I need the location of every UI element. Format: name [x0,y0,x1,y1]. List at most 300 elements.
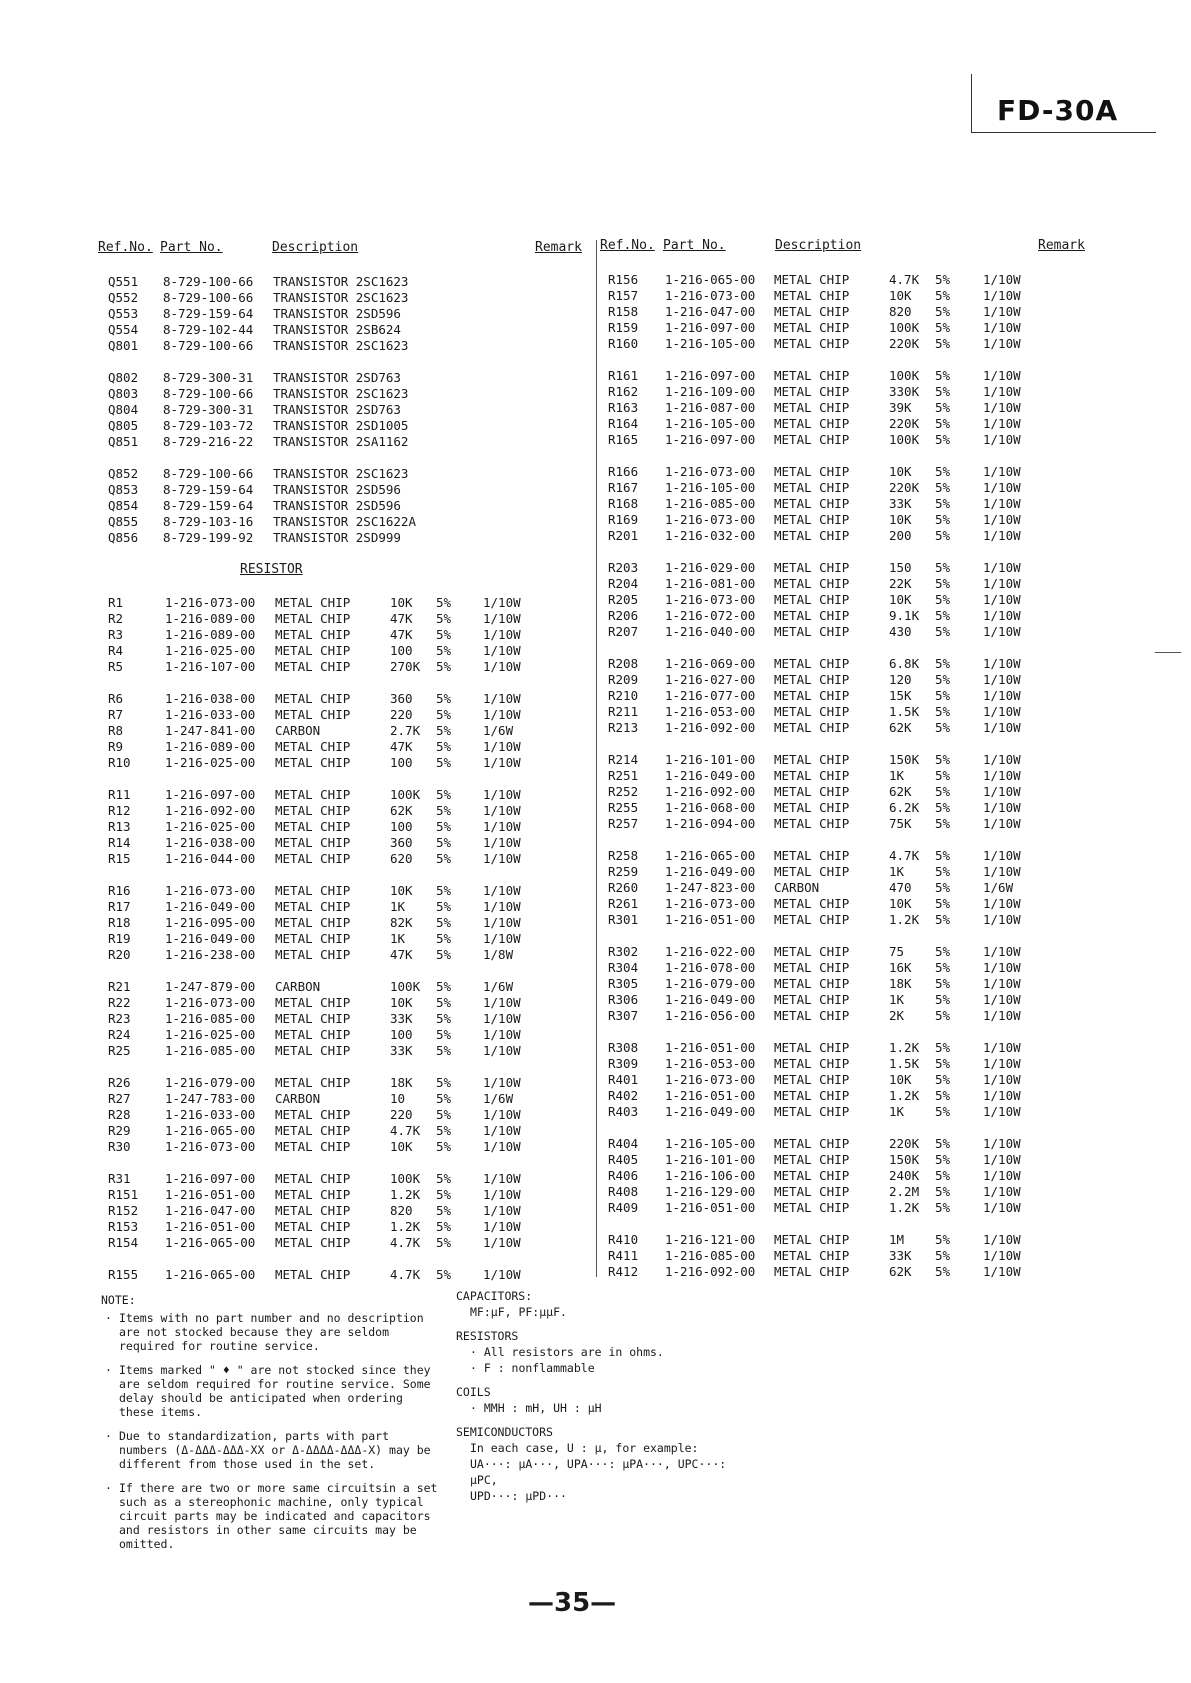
cell-part: 8-729-102-44 [163,322,254,337]
cell-desc: METAL CHIP [774,416,850,431]
cell-part: 1-216-025-00 [165,819,256,834]
cell-desc: METAL CHIP [275,803,351,818]
cell-desc: METAL CHIP [275,1267,351,1282]
cell-val: 10K [390,883,413,898]
cell-ref: R257 [608,816,639,831]
cell-ref: R408 [608,1184,639,1199]
cell-val: 100 [390,819,413,834]
cell-part: 1-216-069-00 [665,656,756,671]
table-row [608,880,1078,896]
cell-val: 6.2K [889,800,920,815]
cell-tol: 5% [436,1075,452,1090]
cell-val: 1.2K [390,1219,421,1234]
table-row [608,416,1078,432]
part-group [108,1267,578,1283]
cell-ref: Q851 [108,434,139,449]
cell-desc: METAL CHIP [275,595,351,610]
table-row [108,466,578,482]
cell-part: 1-216-049-00 [665,992,756,1007]
cell-ref: R260 [608,880,639,895]
cell-w: 1/10W [483,1043,521,1058]
cell-desc: METAL CHIP [774,512,850,527]
cell-val: 360 [390,835,413,850]
cell-val: 1K [889,992,905,1007]
cell-tol: 5% [935,752,951,767]
cell-desc: METAL CHIP [774,400,850,415]
cell-desc: METAL CHIP [774,1072,850,1087]
cell-tol: 5% [935,1040,951,1055]
abbr-heading: COILS [456,1385,491,1399]
part-group [608,848,1078,928]
cell-w: 1/10W [483,803,521,818]
cell-w: 1/10W [983,576,1021,591]
cell-desc: METAL CHIP [275,643,351,658]
cell-ref: R13 [108,819,131,834]
part-group [108,787,578,867]
cell-ref: R28 [108,1107,131,1122]
cell-part: 8-729-100-66 [163,338,254,353]
cell-w: 1/10W [983,1152,1021,1167]
cell-ref: R166 [608,464,639,479]
cell-desc: METAL CHIP [774,1136,850,1151]
cell-desc: METAL CHIP [275,659,351,674]
cell-val: 10K [889,512,912,527]
cell-ref: R301 [608,912,639,927]
cell-ref: R201 [608,528,639,543]
cell-part: 1-216-097-00 [165,787,256,802]
cell-w: 1/10W [483,611,521,626]
cell-part: 1-216-105-00 [665,1136,756,1151]
cell-w: 1/10W [983,432,1021,447]
cell-ref: R169 [608,512,639,527]
table-row [108,755,578,771]
table-row [108,1219,578,1235]
cell-val: 62K [390,803,413,818]
table-row [608,304,1078,320]
cell-desc: METAL CHIP [774,912,850,927]
cell-tol: 5% [935,800,951,815]
cell-part: 1-216-053-00 [665,704,756,719]
cell-ref: R258 [608,848,639,863]
cell-tol: 5% [436,915,452,930]
cell-val: 18K [390,1075,413,1090]
cell-desc: METAL CHIP [275,611,351,626]
cell-part: 8-729-300-31 [163,402,254,417]
table-row [108,482,578,498]
cell-tol: 5% [436,931,452,946]
table-row [108,915,578,931]
cell-w: 1/10W [983,688,1021,703]
table-row [608,912,1078,928]
table-row [108,402,578,418]
cell-desc: METAL CHIP [275,899,351,914]
cell-desc: METAL CHIP [774,976,850,991]
cell-part: 1-216-085-00 [165,1043,256,1058]
cell-w: 1/10W [983,864,1021,879]
cell-w: 1/10W [983,368,1021,383]
cell-tol: 5% [935,816,951,831]
cell-desc: METAL CHIP [774,864,850,879]
cell-val: 1.2K [889,1040,920,1055]
cell-part: 1-247-823-00 [665,880,756,895]
cell-desc: METAL CHIP [774,1232,850,1247]
cell-w: 1/10W [983,1136,1021,1151]
cell-val: 100 [390,1027,413,1042]
cell-desc: METAL CHIP [275,787,351,802]
cell-w: 1/10W [483,627,521,642]
cell-w: 1/10W [983,528,1021,543]
cell-w: 1/10W [483,995,521,1010]
cell-ref: Q856 [108,530,139,545]
cell-desc: METAL CHIP [774,1184,850,1199]
cell-tol: 5% [436,691,452,706]
table-row [108,386,578,402]
cell-tol: 5% [436,1219,452,1234]
cell-desc: METAL CHIP [275,947,351,962]
cell-part: 1-216-065-00 [165,1123,256,1138]
cell-ref: R406 [608,1168,639,1183]
cell-part: 1-216-053-00 [665,1056,756,1071]
cell-w: 1/10W [983,560,1021,575]
cell-desc: METAL CHIP [275,707,351,722]
cell-tol: 5% [436,1171,452,1186]
title-box [971,74,1156,133]
cell-ref: R204 [608,576,639,591]
table-row [108,1011,578,1027]
cell-w: 1/10W [983,288,1021,303]
cell-ref: R252 [608,784,639,799]
table-row [608,672,1078,688]
cell-ref: R23 [108,1011,131,1026]
cell-desc: METAL CHIP [774,496,850,511]
cell-tol: 5% [935,336,951,351]
table-row [108,707,578,723]
cell-w: 1/10W [983,752,1021,767]
cell-part: 1-216-085-00 [665,496,756,511]
cell-val: 18K [889,976,912,991]
cell-desc: METAL CHIP [774,1168,850,1183]
cell-ref: R17 [108,899,131,914]
cell-w: 1/10W [983,944,1021,959]
table-row [108,659,578,675]
cell-ref: R160 [608,336,639,351]
cell-val: 10 [390,1091,406,1106]
cell-part: 1-216-073-00 [165,995,256,1010]
part-group [608,1040,1078,1120]
cell-tol: 5% [436,611,452,626]
table-row [108,274,578,290]
cell-desc: TRANSISTOR 2SC1623 [273,466,409,481]
notes-block [101,1293,441,1561]
part-group [608,944,1078,1024]
cell-val: 220K [889,480,920,495]
table-row [608,1168,1078,1184]
cell-val: 1.2K [390,1187,421,1202]
cell-ref: R7 [108,707,124,722]
cell-desc: METAL CHIP [774,528,850,543]
cell-part: 1-216-049-00 [165,899,256,914]
cell-part: 1-247-841-00 [165,723,256,738]
cell-w: 1/10W [983,1248,1021,1263]
cell-val: 82K [390,915,413,930]
cell-val: 4.7K [889,848,920,863]
cell-ref: R205 [608,592,639,607]
table-row [608,1088,1078,1104]
cell-desc: METAL CHIP [275,755,351,770]
cell-w: 1/10W [483,819,521,834]
cell-tol: 5% [436,851,452,866]
cell-desc: METAL CHIP [275,627,351,642]
cell-val: 10K [889,464,912,479]
table-row [608,368,1078,384]
cell-part: 1-216-056-00 [665,1008,756,1023]
cell-desc: TRANSISTOR 2SD596 [273,498,401,513]
cell-ref: R159 [608,320,639,335]
note-item: · Items with no part number and no description are not stocked because they are seldom required for routine service. [101,1311,441,1353]
part-group [608,656,1078,736]
cell-desc: METAL CHIP [774,688,850,703]
table-row [608,400,1078,416]
cell-part: 1-216-047-00 [165,1203,256,1218]
cell-tol: 5% [935,464,951,479]
cell-ref: R2 [108,611,124,626]
table-row [608,384,1078,400]
cell-desc: METAL CHIP [774,672,850,687]
cell-desc: METAL CHIP [275,1235,351,1250]
cell-ref: Q855 [108,514,139,529]
cell-ref: R168 [608,496,639,511]
cell-val: 1.2K [889,912,920,927]
cell-part: 8-729-100-66 [163,274,254,289]
cell-w: 1/10W [483,1171,521,1186]
cell-desc: METAL CHIP [275,819,351,834]
cell-part: 1-216-085-00 [665,1248,756,1263]
margin-mark [1155,652,1181,653]
cell-tol: 5% [935,944,951,959]
cell-ref: R30 [108,1139,131,1154]
cell-part: 1-216-033-00 [165,1107,256,1122]
cell-val: 360 [390,691,413,706]
cell-desc: METAL CHIP [275,835,351,850]
cell-tol: 5% [935,432,951,447]
table-row [108,611,578,627]
cell-val: 1K [390,931,406,946]
table-row [608,800,1078,816]
table-row [608,560,1078,576]
cell-ref: R167 [608,480,639,495]
table-row [608,1232,1078,1248]
cell-desc: TRANSISTOR 2SD596 [273,482,401,497]
cell-part: 1-216-072-00 [665,608,756,623]
cell-desc: METAL CHIP [774,1056,850,1071]
table-row [108,434,578,450]
cell-desc: METAL CHIP [275,1043,351,1058]
cell-w: 1/10W [483,787,521,802]
cell-w: 1/10W [983,816,1021,831]
table-row [608,720,1078,736]
cell-val: 100K [889,432,920,447]
cell-desc: METAL CHIP [275,915,351,930]
cell-desc: METAL CHIP [774,624,850,639]
table-row [608,944,1078,960]
table-row [108,787,578,803]
cell-val: 75K [889,816,912,831]
cell-ref: R308 [608,1040,639,1055]
cell-desc: METAL CHIP [774,784,850,799]
cell-tol: 5% [436,1107,452,1122]
cell-desc: METAL CHIP [774,720,850,735]
cell-ref: R22 [108,995,131,1010]
cell-tol: 5% [935,656,951,671]
cell-tol: 5% [436,1187,452,1202]
cell-desc: METAL CHIP [774,1264,850,1279]
cell-tol: 5% [935,1264,951,1279]
cell-ref: R208 [608,656,639,671]
table-row [108,338,578,354]
cell-part: 1-216-092-00 [665,1264,756,1279]
table-row [608,272,1078,288]
cell-val: 220 [390,707,413,722]
cell-val: 120 [889,672,912,687]
cell-val: 62K [889,1264,912,1279]
cell-w: 1/10W [983,768,1021,783]
cell-w: 1/10W [483,851,521,866]
table-row [608,864,1078,880]
cell-tol: 5% [935,576,951,591]
cell-ref: R153 [108,1219,139,1234]
note-item: · Due to standardization, parts with part numbers (Δ-ΔΔΔ-ΔΔΔ-XX or Δ-ΔΔΔΔ-ΔΔΔ-X) may be different from those used in the set. [101,1429,441,1471]
cell-ref: R19 [108,931,131,946]
table-row [608,624,1078,640]
cell-w: 1/10W [983,672,1021,687]
cell-ref: R302 [608,944,639,959]
cell-ref: R162 [608,384,639,399]
cell-ref: R18 [108,915,131,930]
cell-tol: 5% [935,912,951,927]
cell-tol: 5% [436,1027,452,1042]
cell-val: 240K [889,1168,920,1183]
note-item: · If there are two or more same circuitsin a set such as a stereophonic machine, only typical circuit parts may be indicated and capacitors and resistors in other same circuits may be omitted. [101,1481,441,1551]
cell-ref: R402 [608,1088,639,1103]
cell-tol: 5% [436,595,452,610]
table-row [108,514,578,530]
part-group [108,883,578,963]
cell-part: 1-216-101-00 [665,1152,756,1167]
part-group [108,595,578,675]
cell-part: 1-216-238-00 [165,947,256,962]
cell-w: 1/10W [983,1200,1021,1215]
cell-ref: R3 [108,627,124,642]
cell-desc: METAL CHIP [275,851,351,866]
table-row [608,656,1078,672]
cell-part: 1-216-025-00 [165,1027,256,1042]
table-row [608,816,1078,832]
cell-desc: TRANSISTOR 2SD596 [273,306,401,321]
table-row [108,595,578,611]
cell-ref: R151 [108,1187,139,1202]
part-group [608,368,1078,448]
cell-desc: TRANSISTOR 2SC1623 [273,338,409,353]
table-row [108,723,578,739]
cell-ref: Q551 [108,274,139,289]
cell-val: 820 [390,1203,413,1218]
cell-w: 1/10W [983,384,1021,399]
table-row [108,739,578,755]
cell-part: 1-216-038-00 [165,691,256,706]
cell-tol: 5% [436,899,452,914]
cell-val: 4.7K [390,1123,421,1138]
cell-desc: METAL CHIP [774,1200,850,1215]
cell-tol: 5% [935,384,951,399]
cell-ref: R165 [608,432,639,447]
table-row [108,1075,578,1091]
cell-ref: R5 [108,659,124,674]
cell-desc: METAL CHIP [774,816,850,831]
cell-ref: R1 [108,595,124,610]
cell-w: 1/10W [983,1264,1021,1279]
table-row [608,432,1078,448]
cell-ref: R401 [608,1072,639,1087]
cell-desc: METAL CHIP [774,1152,850,1167]
cell-w: 1/10W [483,595,521,610]
table-row [608,1072,1078,1088]
cell-val: 1.5K [889,704,920,719]
cell-desc: METAL CHIP [774,704,850,719]
cell-val: 150 [889,560,912,575]
abbr-heading: SEMICONDUCTORS [456,1425,553,1439]
part-group [108,979,578,1059]
part-group [108,274,578,354]
cell-tol: 5% [436,659,452,674]
cell-ref: R161 [608,368,639,383]
cell-ref: Q853 [108,482,139,497]
cell-ref: R405 [608,1152,639,1167]
table-row [608,704,1078,720]
part-group [108,370,578,450]
cell-w: 1/10W [983,320,1021,335]
cell-desc: METAL CHIP [774,848,850,863]
cell-tol: 5% [436,755,452,770]
table-row [608,288,1078,304]
cell-part: 1-216-040-00 [665,624,756,639]
cell-w: 1/10W [983,960,1021,975]
cell-ref: Q802 [108,370,139,385]
cell-ref: R261 [608,896,639,911]
table-row [108,947,578,963]
cell-ref: Q805 [108,418,139,433]
cell-val: 270K [390,659,421,674]
table-row [608,1104,1078,1120]
table-row [108,1187,578,1203]
cell-desc: METAL CHIP [275,1075,351,1090]
cell-ref: R304 [608,960,639,975]
cell-part: 1-216-087-00 [665,400,756,415]
table-row [108,418,578,434]
cell-desc: METAL CHIP [774,992,850,1007]
cell-w: 1/10W [483,835,521,850]
header-description-right: Description [775,238,862,253]
cell-tol: 5% [436,835,452,850]
cell-desc: METAL CHIP [774,1008,850,1023]
cell-ref: R207 [608,624,639,639]
cell-ref: R306 [608,992,639,1007]
cell-w: 1/10W [483,931,521,946]
table-row [108,1203,578,1219]
table-row [108,1027,578,1043]
table-row [608,752,1078,768]
cell-tol: 5% [935,784,951,799]
cell-part: 1-216-078-00 [665,960,756,975]
